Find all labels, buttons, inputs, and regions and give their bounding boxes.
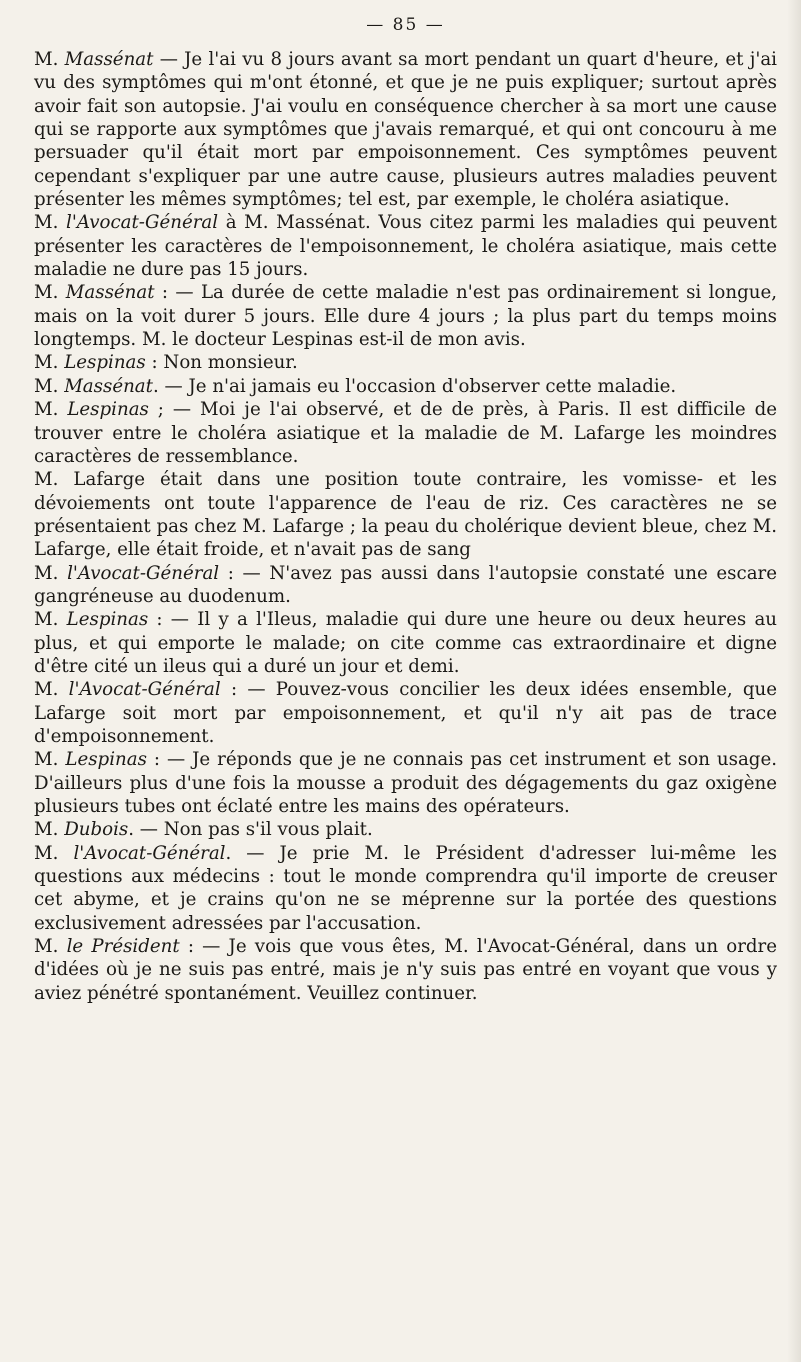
paragraph-text: M. Lafarge était dans une position toute contraire, les vomisse- et les dévoiements ont toute l'apparence de l'eau de riz. Ces caractères ne se présentaient pas chez M. Lafarge ; la peau du cholérique devient bleue, chez M. Lafarge, elle était froide, et n'avait pas de sang <box>34 469 777 561</box>
paragraph <box>34 935 777 1005</box>
paragraph <box>34 375 777 398</box>
speaker-name: Lespinas <box>66 609 149 631</box>
speaker-prefix: M. <box>34 842 74 864</box>
paragraph <box>34 468 777 561</box>
paragraph <box>34 562 777 609</box>
speaker-name: Massénat <box>64 375 153 397</box>
paragraph-text: : — Je vois que vous êtes, M. l'Avocat-Général, dans un ordre d'idées où je ne suis pas entré, mais je n'y suis pas entré en voyant que vous y aviez pénétré spontanément. Veuillez continuer. <box>34 936 777 1004</box>
paragraph-text: : — Il y a l'Ileus, maladie qui dure une heure ou deux heures au plus, et qui emporte le malade; on cite comme cas extraordinaire et digne d'être cité un ileus qui a duré un jour et demi. <box>34 609 778 677</box>
speaker-prefix: M. <box>34 282 66 304</box>
page-text <box>34 48 777 1005</box>
speaker-name: l'Avocat-Général <box>68 679 221 701</box>
paragraph-text: : — Je réponds que je ne connais pas cet instrument et son usage. D'ailleurs plus d'une fois la mousse a produit des dégagements du gaz oxigène plusieurs tubes ont éclaté entre les mains des opérateurs. <box>34 749 777 817</box>
speaker-prefix: M. <box>34 399 68 421</box>
paragraph <box>34 281 777 351</box>
speaker-prefix: M. <box>34 609 67 631</box>
paragraph <box>34 818 777 841</box>
paragraph-text: . — Je prie M. le Président d'adresser lui-même les questions aux médecins : tout le monde comprendra qu'il importe de creuser cet abyme, et je crains qu'on ne se méprenne sur la portée des questions exclusivement adressées par l'accusation. <box>34 842 777 934</box>
page-edge-shadow <box>787 0 801 1362</box>
speaker-prefix: M. <box>34 749 66 771</box>
paragraph-text: ; — Moi je l'ai observé, et de de près, à Paris. Il est difficile de trouver entre le choléra asiatique et la maladie de M. Lafarge les moindres caractères de ressemblance. <box>34 399 777 467</box>
speaker-name: Dubois <box>64 819 129 841</box>
paragraph <box>34 678 777 748</box>
speaker-prefix: M. <box>34 375 65 397</box>
paragraph-text: . — Non pas s'il vous plait. <box>128 819 373 841</box>
paragraph-text: . — Je n'ai jamais eu l'occasion d'observer cette maladie. <box>152 375 677 397</box>
paragraph <box>34 48 777 211</box>
speaker-prefix: M. <box>34 679 69 701</box>
paragraph-text: à M. Massénat. Vous citez parmi les maladies qui peuvent présenter les caractères de l'empoisonnement, le choléra asiatique, mais cette maladie ne dure pas 15 jours. <box>34 212 777 281</box>
paragraph-text: : — Pouvez-vous concilier les deux idées ensemble, que Lafarge soit mort par empoisonnement, et qu'il n'y ait pas de trace d'empoisonnement. <box>34 679 778 747</box>
paragraph <box>34 211 777 281</box>
speaker-name: Lespinas <box>65 749 147 771</box>
paragraph-text: — Je l'ai vu 8 jours avant sa mort pendant un quart d'heure, et j'ai vu des symptômes qui m'ont étonné, et que je ne puis expliquer; surtout après avoir fait son autopsie. J'ai voulu en conséquence chercher à sa mort une cause qui se rapporte aux symptômes que j'avais remarqué, et qui ont concouru à me persuader qu'il était mort par empoisonnement. Ces symptômes peuvent cependant s'expliquer par une autre cause, plusieurs autres maladies peuvent présenter les mêmes symptômes; tel est, par exemple, le choléra asiatique. <box>34 49 778 211</box>
speaker-prefix: M. <box>34 562 68 584</box>
speaker-name: Massénat <box>65 282 155 304</box>
paragraph-text: : — N'avez pas aussi dans l'autopsie constaté une escare gangréneuse au duodenum. <box>34 562 777 607</box>
speaker-name: l'Avocat-Général <box>73 842 226 864</box>
speaker-prefix: M. <box>34 936 67 958</box>
speaker-name: le Président <box>66 936 180 958</box>
speaker-name: Lespinas <box>67 399 149 421</box>
paragraph <box>34 351 777 374</box>
speaker-name: Lespinas <box>64 352 146 374</box>
speaker-prefix: M. <box>34 819 65 841</box>
speaker-name: l'Avocat-Général <box>67 562 220 584</box>
paragraph-text: : — La durée de cette maladie n'est pas ordinairement si longue, mais on la voit durer 5 jours. Elle dure 4 jours ; la plus part du temps moins longtemps. M. le docteur Lespinas est-il de mon avis. <box>34 282 777 351</box>
paragraph-text: : Non monsieur. <box>145 352 298 374</box>
speaker-name: Massénat <box>64 49 154 70</box>
speaker-prefix: M. <box>34 49 65 70</box>
page-number: — 85 — <box>366 15 445 35</box>
paragraph <box>34 608 777 678</box>
speaker-name: l'Avocat-Général <box>66 212 219 234</box>
paragraph <box>34 748 777 818</box>
paragraph <box>34 842 777 935</box>
paragraph <box>34 398 777 468</box>
speaker-prefix: M. <box>34 212 67 234</box>
speaker-prefix: M. <box>34 352 65 374</box>
